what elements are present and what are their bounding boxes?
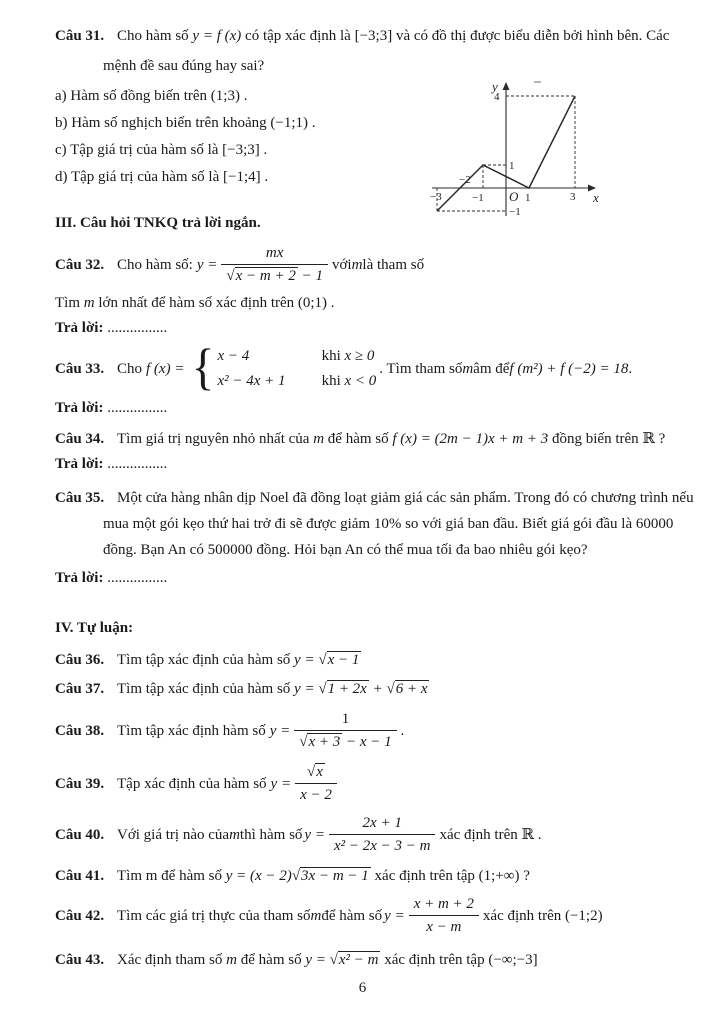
sqrt-expression [307,763,325,780]
question-40-text3: xác định trên ℝ . [439,826,542,843]
page-number: 6 [358,980,367,996]
ytick-neg1: −1 [509,206,521,218]
answer-label: Trả lời: [55,570,104,586]
sqrt-expression [330,951,381,968]
question-43-math-y: y = [305,952,326,968]
question-31-text: Cho hàm số [117,28,193,44]
question-43-number: Câu 43. [55,952,105,968]
answer-label: Trả lời: [55,320,104,336]
question-36-math-y: y = [294,652,315,668]
question-32-text: Cho hàm số: [117,256,193,273]
radical-sign: √ [318,652,327,668]
question-33-text4: . [628,360,633,377]
question-42-text3: xác định trên (−1;2) [482,907,603,924]
section-heading-4: IV. Tự luận: [55,620,134,636]
case-1-condition [322,346,377,366]
answer-line-35 [55,568,695,588]
question-38 [55,709,695,752]
y-axis-label: y [492,79,498,94]
question-32 [55,243,695,286]
question-33-var-m: m [462,360,474,377]
radicand: x − m + 2 [235,268,296,284]
question-42-text: Tìm các giá trị thực của tham số [117,907,311,924]
fraction-denominator: x − 2 [295,783,337,805]
xtick-neg1: −1 [472,192,484,204]
question-34-number: Câu 34. [55,431,105,447]
radicand: 3x − m − 1 [301,868,369,884]
question-31-line2: mệnh đề sau đúng hay sai? [103,58,265,74]
question-40-text2: thì hàm số [239,826,303,843]
case-2-khi: khi [321,373,345,389]
question-41-text: Tìm m để hàm số [117,868,226,884]
fraction-numerator [295,762,337,783]
question-34-text3: đồng biến trên ℝ ? [548,431,666,447]
xtick-neg3: −3 [430,191,442,203]
question-43-var-m: m [226,952,237,968]
question-33-text: Cho [117,360,143,377]
question-33-number: Câu 33. [55,360,105,377]
question-32-fraction [221,243,328,286]
statement-b: b) Hàm số nghịch biến trên khoảng (−1;1) . [55,115,316,131]
sqrt-expression-2 [386,680,429,697]
xtick-1: 1 [525,192,531,204]
question-39-text: Tập xác định của hàm số [117,775,267,792]
case-1-expression: x − 4 [217,348,250,364]
question-33-equation: f (m²) + f (−2) = 18 [509,360,629,377]
question-42-fraction [409,894,479,937]
question-41-text2: xác định trên tập (1;+∞) ? [370,868,530,884]
question-31-number: Câu 31. [55,28,105,44]
question-35-text1: Một cửa hàng nhân dịp Noel đã đồng loạt giảm giá các sản phẩm. Trong đó có chương trình nếu [117,490,694,506]
question-35-line3: đồng. Bạn An có 500000 đồng. Hỏi bạn An có thể mua tối đa bao nhiêu gói kẹo? [103,542,588,558]
radical-sign: √ [318,681,327,697]
question-33-text2: . Tìm tham số [379,360,463,377]
question-38-text: Tìm tập xác định hàm số [117,722,266,739]
question-36-text: Tìm tập xác định của hàm số [117,652,295,668]
question-38-fraction [294,709,396,752]
sqrt-expression [318,651,361,668]
question-42-text2: để hàm số [321,907,383,924]
graph-svg [430,76,610,222]
question-31-line1 [55,26,695,46]
fraction-denominator [294,730,396,752]
sqrt-expression [299,733,342,750]
answer-line-33 [55,398,695,418]
question-33-math-fx: f (x) = [146,360,185,377]
question-35-number: Câu 35. [55,490,105,506]
radical-sign: √ [386,681,395,697]
question-33 [55,339,695,396]
xtick-neg2: −2 [459,174,471,186]
question-43-text2: để hàm số [237,952,306,968]
question-40-number: Câu 40. [55,826,105,843]
question-41-math: y = (x − 2) [225,868,292,884]
xtick-3: 3 [570,191,576,203]
ytick-1: 1 [509,160,515,172]
sqrt-expression [226,267,297,284]
question-43 [55,950,695,970]
question-31-math: y = f (x) [192,28,242,44]
left-brace: { [191,339,215,396]
statement-d: d) Tập giá trị của hàm số là [−1;4] . [55,169,269,185]
question-34-var-m: m [313,431,325,447]
fraction-numerator: mx [265,245,284,261]
case-2-expression: x² − 4x + 1 [217,373,286,389]
question-37-text: Tìm tập xác định của hàm số [117,681,295,697]
question-35-line2: mua một gói kẹo thứ hai trở đi sẽ được giảm 10% so với giá ban đầu. Biết giá gói đầu là 60000 [103,516,674,532]
answer-dots: ................ [103,570,168,586]
radical-sign: √ [291,868,301,884]
question-34-function: f (x) = (2m − 1)x + m + 3 [392,431,549,447]
fraction-denominator: x² − 2x − 3 − m [329,834,436,856]
question-42-var-m: m [310,907,322,924]
question-34-text2: để hàm số [324,431,393,447]
case-2-condition [322,371,377,391]
plus-sign: + [368,681,387,697]
radical-sign: √ [299,734,308,750]
case-2-ineq: x < 0 [344,373,377,389]
radical-sign: √ [329,952,338,968]
question-35-line1 [55,485,695,511]
question-41 [55,866,695,886]
question-37-number: Câu 37. [55,681,105,697]
answer-line-34 [55,454,695,474]
answer-label: Trả lời: [55,400,104,416]
question-32-l2-var: m [83,295,95,311]
denominator-tail: − 1 [297,268,323,284]
piecewise-rows [218,346,377,391]
sqrt-expression-1 [318,680,369,697]
question-42 [55,894,695,937]
x-axis-label: x [593,190,599,205]
question-40-var-m: m [229,826,240,843]
question-39-math-y: y = [270,775,292,792]
question-39-number: Câu 39. [55,775,105,792]
question-37-math-y: y = [294,681,315,697]
answer-dots: ................ [103,456,168,472]
y-axis-arrow [503,82,510,90]
answer-label: Trả lời: [55,456,104,472]
fraction-numerator: 2x + 1 [362,815,402,831]
question-32-l2-text: Tìm [55,295,84,311]
question-42-number: Câu 42. [55,907,105,924]
question-32-number: Câu 32. [55,256,105,273]
fraction-numerator: x + m + 2 [413,896,474,912]
fraction-denominator: x − m [409,915,479,937]
question-43-text: Xác định tham số [117,952,227,968]
question-32-text3: là tham số [362,256,425,273]
question-40-text: Với giá trị nào của [117,826,230,843]
answer-dots: ................ [103,320,168,336]
statement-a: a) Hàm số đồng biến trên (1;3) . [55,88,248,104]
question-40 [55,813,695,856]
question-32-text2: với [331,256,352,273]
question-41-number: Câu 41. [55,868,105,884]
question-36-number: Câu 36. [55,652,105,668]
radical-sign: √ [307,764,316,780]
radicand: x [316,764,323,780]
question-37 [55,679,695,699]
question-43-text3: xác định trên tập (−∞;−3] [380,952,538,968]
case-1-khi: khi [321,348,345,364]
question-39-fraction [295,762,337,805]
question-32-math-y: y = [196,256,218,273]
answer-line-32 [55,318,695,338]
question-38-text2: . [400,722,405,739]
question-42-math-y: y = [384,907,405,924]
question-34 [55,429,695,449]
sqrt-expression [292,867,371,884]
question-38-math-y: y = [269,722,291,739]
question-31-text2: có tập xác định là [−3;3] và có đồ thị được biểu diễn bởi hình bên. Các [241,28,670,44]
answer-dots: ................ [103,400,168,416]
question-35 [55,485,695,563]
question-40-fraction [329,813,436,856]
question-39 [55,762,695,805]
question-38-number: Câu 38. [55,722,105,739]
question-34-text: Tìm giá trị nguyên nhỏ nhất của [117,431,314,447]
question-40-math-y: y = [304,826,325,843]
origin-label: O [509,189,519,204]
denominator-tail: − x − 1 [342,734,392,750]
question-33-text3: âm để [473,360,510,377]
question-32-l2-text2: lớn nhất để hàm số xác định trên (0;1) . [94,295,335,311]
radicand: x² − m [338,952,379,968]
case-1-ineq: x ≥ 0 [344,348,375,364]
fraction-numerator: 1 [341,711,350,727]
section-heading-3: III. Câu hỏi TNKQ trả lời ngắn. [55,215,261,231]
piecewise-function [191,339,377,396]
question-32-line2 [55,293,695,313]
statement-c: c) Tập giá trị của hàm số là [−3;3] . [55,142,268,158]
function-graph [430,76,610,222]
question-36 [55,650,695,670]
question-32-var-m: m [351,256,363,273]
radicand: x + 3 [308,734,341,750]
radicand-2: 6 + x [395,681,428,697]
radicand-1: 1 + 2x [327,681,367,697]
radicand: x − 1 [327,652,360,668]
fraction-denominator [221,264,328,286]
ytick-4: 4 [494,91,500,103]
radical-sign: √ [226,268,235,284]
